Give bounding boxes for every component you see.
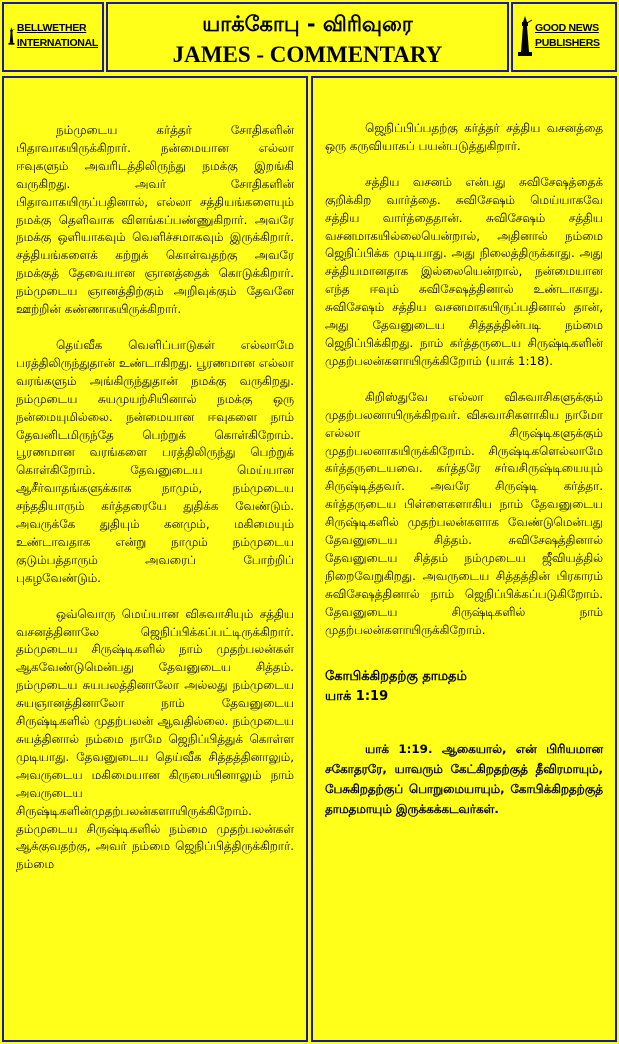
section-heading xyxy=(325,667,603,707)
page-title-english: JAMES - COMMENTARY xyxy=(172,42,443,67)
paragraph: சத்திய வசனம் என்பது சுவிசேஷத்தைக் குறிக்கிற வார்த்தை. சுவிசேஷம் மெய்யாகவே சத்திய வார்த்தைதான். சுவிசேஷம் சத்திய வசனமாகயில்லையென்றால், அதினால் நம்மை ஜெநிப்பிக்க முடியாது. அது நிலைத்திருக்காது. அது சத்தியமானதாக இல்லையென்றால், நன்மையான எந்த ஈவும் சுவிசேஷத்தினால் உண்டாகாது. சுவிசேஷம் சத்திய வசனமாகயிருப்பதினால் தான், அது தேவனுடைய சித்தத்தின்படி நம்மை ஜெநிப்பிக்கிறது. நாம் கர்த்தருடைய சிருஷ்டிகளின் முதற்பலன்களாயிருக்கிறோம் (யாக் 1:18). xyxy=(325,174,603,368)
title-box xyxy=(106,2,509,72)
paragraph: தெய்வீக வெளிப்பாடுகள் எல்லாமே பரத்திலிருந்துதான் உண்டாகிறது. பூரணமான எல்லா வரங்களும் அங்கிருந்துதான் நமக்கு வருகிறது. நம்முடைய சுயமுயற்சியினால் நமக்கு ஒரு நன்மையுமில்லை. நன்மையான ஈவுகளை நாம் தேவனிடமிருந்தே பெற்றுக் கொள்கிறோம். பூரணமான வரங்களை பரத்திலிருந்து பெற்றுக் கொள்கிறோம். தேவனுடைய மெய்யான ஆசீர்வாதங்களுக்காக நாமும், நம்முடைய சந்ததியாரும் கர்த்தரையே துதிக்க வேண்டும். அவருக்கே துதியும் கனமும், மகிமையும் உண்டாவதாக என்று நாமும் நம்முடைய குடும்பத்தாரும் அவரைப் போற்றிப் புகழவேண்டும். xyxy=(16,337,294,585)
paragraph: ஒவ்வொரு மெய்யான விசுவாசியும் சத்திய வசனத்தினாலே ஜெநிப்பிக்கப்பட்டிருக்கிறார். தம்முடைய சிருஷ்டிகளில் நாம் முதற்பலன்கள் ஆகவேண்டுமென்பது தேவனுடைய சித்தம். நம்முடைய சுயபலத்தினாலோ அல்லது நம்முடைய சுயஞானத்தினாலோ நாம் தேவனுடைய சிருஷ்டிகளில் முதற்பலன் ஆவதில்லை. நம்முடைய சுயத்தினால் நம்மை நாமே ஜெநிப்பித்துக் கொள்ள முடியாது. தேவனுடைய தெய்வீக சித்தத்தினாலும், அவருடைய மகிமையான கிருபையினாலும் நாம் அவருடைய சிருஷ்டிகளின்முதற்பலன்களாயிருக்கிறோம். தம்முடைய சிருஷ்டிகளில் நம்மை முதற்பலன்கள் ஆக்குவதற்கு, அவர் நம்மை ஜெநிப்பித்திருக்கிறார். நம்மை xyxy=(16,606,294,872)
section-heading-reference: யாக் 1:19 xyxy=(325,689,389,705)
paragraph: ஜெநிப்பிப்பதற்கு கர்த்தர் சத்திய வசனத்தை ஒரு கருவியாகப் பயன்படுத்துகிறார். xyxy=(325,121,603,153)
right-column xyxy=(311,76,617,1042)
lighthouse-icon xyxy=(8,14,15,58)
logo-left-line2: INTERNATIONAL xyxy=(16,37,98,49)
lighthouse-icon xyxy=(517,14,533,58)
section-heading-title: கோபிக்கிறதற்கு தாமதம் xyxy=(325,669,467,685)
paragraph: நம்முடைய கர்த்தர் சோதிகளின் பிதாவாகயிருக்கிறார். நன்மையான எல்லா ஈவுகளும் அவரிடத்திலிருந்து நமக்கு இறங்கி வருகிறது. அவர் சோதிகளின் பிதாவாகயிருப்பதினால், எல்லா சத்தியங்களையும் நமக்கு தெளிவாக விளங்கப்பண்ணுகிறார். அவரே நமக்கு ஒளியாகவும் வெளிச்சமாகவும் இருக்கிறார். சத்தியங்களைக் கற்றுக் கொள்வதற்கு அவரே நமக்குத் தேவையான ஞானத்தைக் கொடுக்கிறார். நம்முடைய ஞானத்திற்கும் அறிவுக்கும் தேவனே ஊற்றின் கண்ணாகயிருக்கிறார். xyxy=(16,123,294,317)
left-column xyxy=(2,76,308,1042)
page-title-tamil: யாக்கோபு - விரிவுரை xyxy=(202,12,413,36)
logo-right-line1: GOOD NEWS xyxy=(535,22,599,34)
logo-right-line2: PUBLISHERS xyxy=(535,37,600,49)
logo-bellwether xyxy=(2,2,104,72)
verse-text: யாக் 1:19. ஆகையால், என் பிரியமான சகோதரரே, யாவரும் கேட்கிறதற்குத் தீவிரமாயும், பேசுகிறதற்குப் பொறுமையாயும், கோபிக்கிறதற்குத் தாமதமாயும் இருக்கக்கடவர்கள். xyxy=(325,742,603,817)
logo-left-line1: BELLWETHER xyxy=(16,22,87,34)
logo-good-news xyxy=(511,2,617,72)
paragraph: கிறிஸ்துவே எல்லா விசுவாசிகளுக்கும் முதற்பலனாயிருக்கிறவர். விசுவாசிகளாகிய நாமோ எல்லா சிருஷ்டிகளுக்கும் முதற்பலனாகயிருக்கிறோம். சிருஷ்டிகளெல்லாமே கர்த்தருடையவை. கர்த்தரே சர்வசிருஷ்டியையும் சிருஷ்டித்தவர். அவரே சிருஷ்டி கர்த்தா. கர்த்தருடைய பிள்ளைகளாகிய நாம் தேவனுடைய சிருஷ்டிகளில் முதற்பலன்களாக வேண்டுமென்பது தேவனுடைய சித்தம். சுவிசேஷத்தினால் தேவனுடைய சித்தம் நம்முடைய ஜீவியத்தில் நிறைவேறுகிறது. அவருடைய சித்தத்தின் பிரகாரம் சுவிசேஷத்தினால் நாம் ஜெநிப்பிக்கப்படுகிறோம். தேவனுடைய சிருஷ்டிகளில் நாம் முதற்பலன்களாயிருக்கிறோம். xyxy=(325,389,603,637)
